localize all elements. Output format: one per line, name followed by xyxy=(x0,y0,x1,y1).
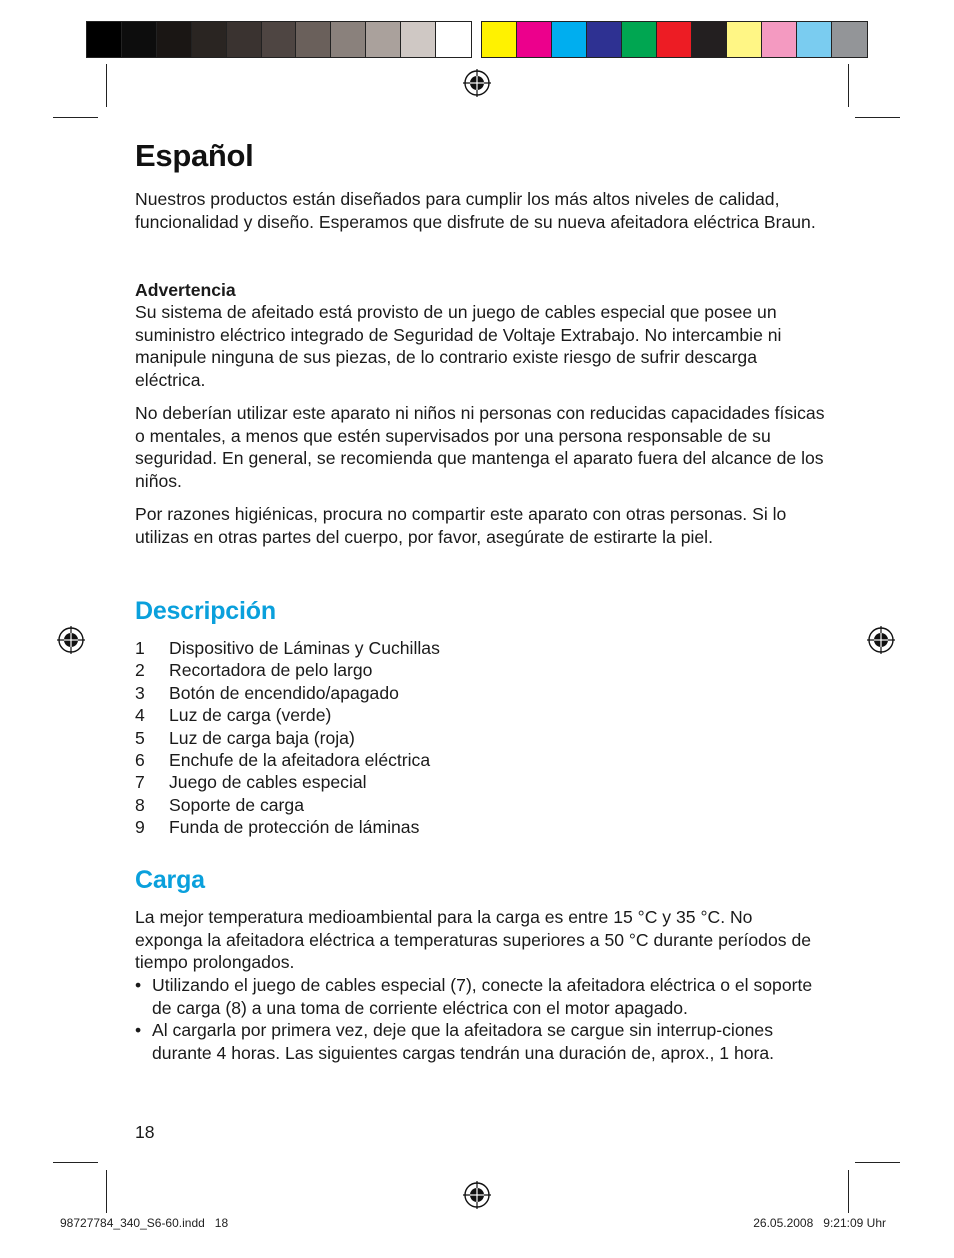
crop-mark-top-left-h xyxy=(53,117,98,118)
description-heading: Descripción xyxy=(135,597,276,625)
color-swatch xyxy=(832,22,867,57)
intro-paragraph: Nuestros productos están diseñados para cumplir los más altos niveles de calidad, funcionalidad y diseño. Esperamos que disfrute de su nueva afeitadora eléctrica Braun. xyxy=(135,189,816,232)
color-swatch xyxy=(157,22,192,57)
color-swatch xyxy=(622,22,657,57)
color-swatch xyxy=(727,22,762,57)
crop-mark-bottom-left-v xyxy=(106,1170,107,1213)
color-swatch xyxy=(482,22,517,57)
color-swatch xyxy=(587,22,622,57)
warning-paragraph: Su sistema de afeitado está provisto de un juego de cables especial que posee un suministro eléctrico integrado de Seguridad de Voltaje Extrabajo. No intercambie ni manipule ninguna de sus piezas, de lo contrario existe riesgo de sufrir descarga eléctrica. xyxy=(135,302,782,390)
registration-mark-icon xyxy=(462,68,492,98)
list-item: 4 Luz de carga (verde) xyxy=(135,705,332,726)
crop-mark-top-right-v xyxy=(848,64,849,107)
list-item: 1 Dispositivo de Láminas y Cuchillas xyxy=(135,638,440,658)
warning-heading: Advertencia xyxy=(135,280,236,300)
color-swatch xyxy=(797,22,832,57)
color-swatch xyxy=(296,22,331,57)
color-swatch xyxy=(517,22,552,57)
registration-mark-icon xyxy=(866,625,896,655)
hygiene-paragraph: Por razones higiénicas, procura no compartir este aparato con otras personas. Si lo utilizas en otras partes del cuerpo, por favor, asegúrate de estirarte la piel. xyxy=(135,504,787,547)
registration-mark-icon xyxy=(56,625,86,655)
children-paragraph: No deberían utilizar este aparato ni niños ni personas con reducidas capacidades físicas o mentales, a menos que estén supervisados por una persona responsable de su seguridad. En general, se recomienda que mantenga el aparato fuera del alcance de los niños. xyxy=(135,403,825,491)
color-swatch xyxy=(122,22,157,57)
description-list xyxy=(135,637,440,839)
charging-heading: Carga xyxy=(135,866,205,894)
list-item: 9 Funda de protección de láminas xyxy=(135,817,420,838)
color-swatch xyxy=(552,22,587,57)
charging-paragraph: La mejor temperatura medioambiental para la carga es entre 15 °C y 35 °C. No exponga la afeitadora eléctrica a temperaturas superiores a 50 °C durante períodos de tiempo prolongados. xyxy=(135,907,812,972)
list-item: • Utilizando el juego de cables especial (7), conecte la afeitadora eléctrica o el soporte de carga (8) a una toma de corriente eléctrica con el motor apagado. xyxy=(135,975,813,1018)
slug-timestamp: 26.05.2008 9:21:09 Uhr xyxy=(753,1216,886,1230)
color-swatch xyxy=(762,22,797,57)
list-item: 3 Botón de encendido/apagado xyxy=(135,682,399,703)
color-swatch xyxy=(401,22,436,57)
crop-mark-bottom-left-h xyxy=(53,1162,98,1163)
list-item: 5 Luz de carga baja (roja) xyxy=(135,727,355,748)
registration-mark-icon xyxy=(462,1180,492,1210)
page-number: 18 xyxy=(135,1122,155,1142)
color-swatch xyxy=(692,22,727,57)
color-swatch xyxy=(262,22,297,57)
list-item: • Al cargarla por primera vez, deje que la afeitadora se cargue sin interrup-ciones durante 4 horas. Las siguientes cargas tendrán una duración de, aprox., 1 hora. xyxy=(135,1020,775,1063)
color-swatch xyxy=(192,22,227,57)
charging-bullets xyxy=(135,974,825,1064)
color-swatch xyxy=(366,22,401,57)
color-swatch xyxy=(436,22,471,57)
crop-mark-bottom-right-v xyxy=(848,1170,849,1213)
crop-mark-bottom-right-h xyxy=(855,1162,900,1163)
crop-mark-top-right-h xyxy=(855,117,900,118)
color-swatch xyxy=(87,22,122,57)
page-title: Español xyxy=(135,138,254,173)
list-item: 8 Soporte de carga xyxy=(135,794,304,815)
process-color-bar xyxy=(481,21,868,58)
grayscale-color-bar xyxy=(86,21,472,58)
list-item: 6 Enchufe de la afeitadora eléctrica xyxy=(135,750,431,771)
crop-mark-top-left-v xyxy=(106,64,107,107)
color-swatch xyxy=(227,22,262,57)
color-swatch xyxy=(331,22,366,57)
list-item: 2 Recortadora de pelo largo xyxy=(135,660,373,681)
color-swatch xyxy=(657,22,692,57)
slug-filename: 98727784_340_S6-60.indd 18 xyxy=(60,1216,229,1230)
list-item: 7 Juego de cables especial xyxy=(135,772,367,793)
